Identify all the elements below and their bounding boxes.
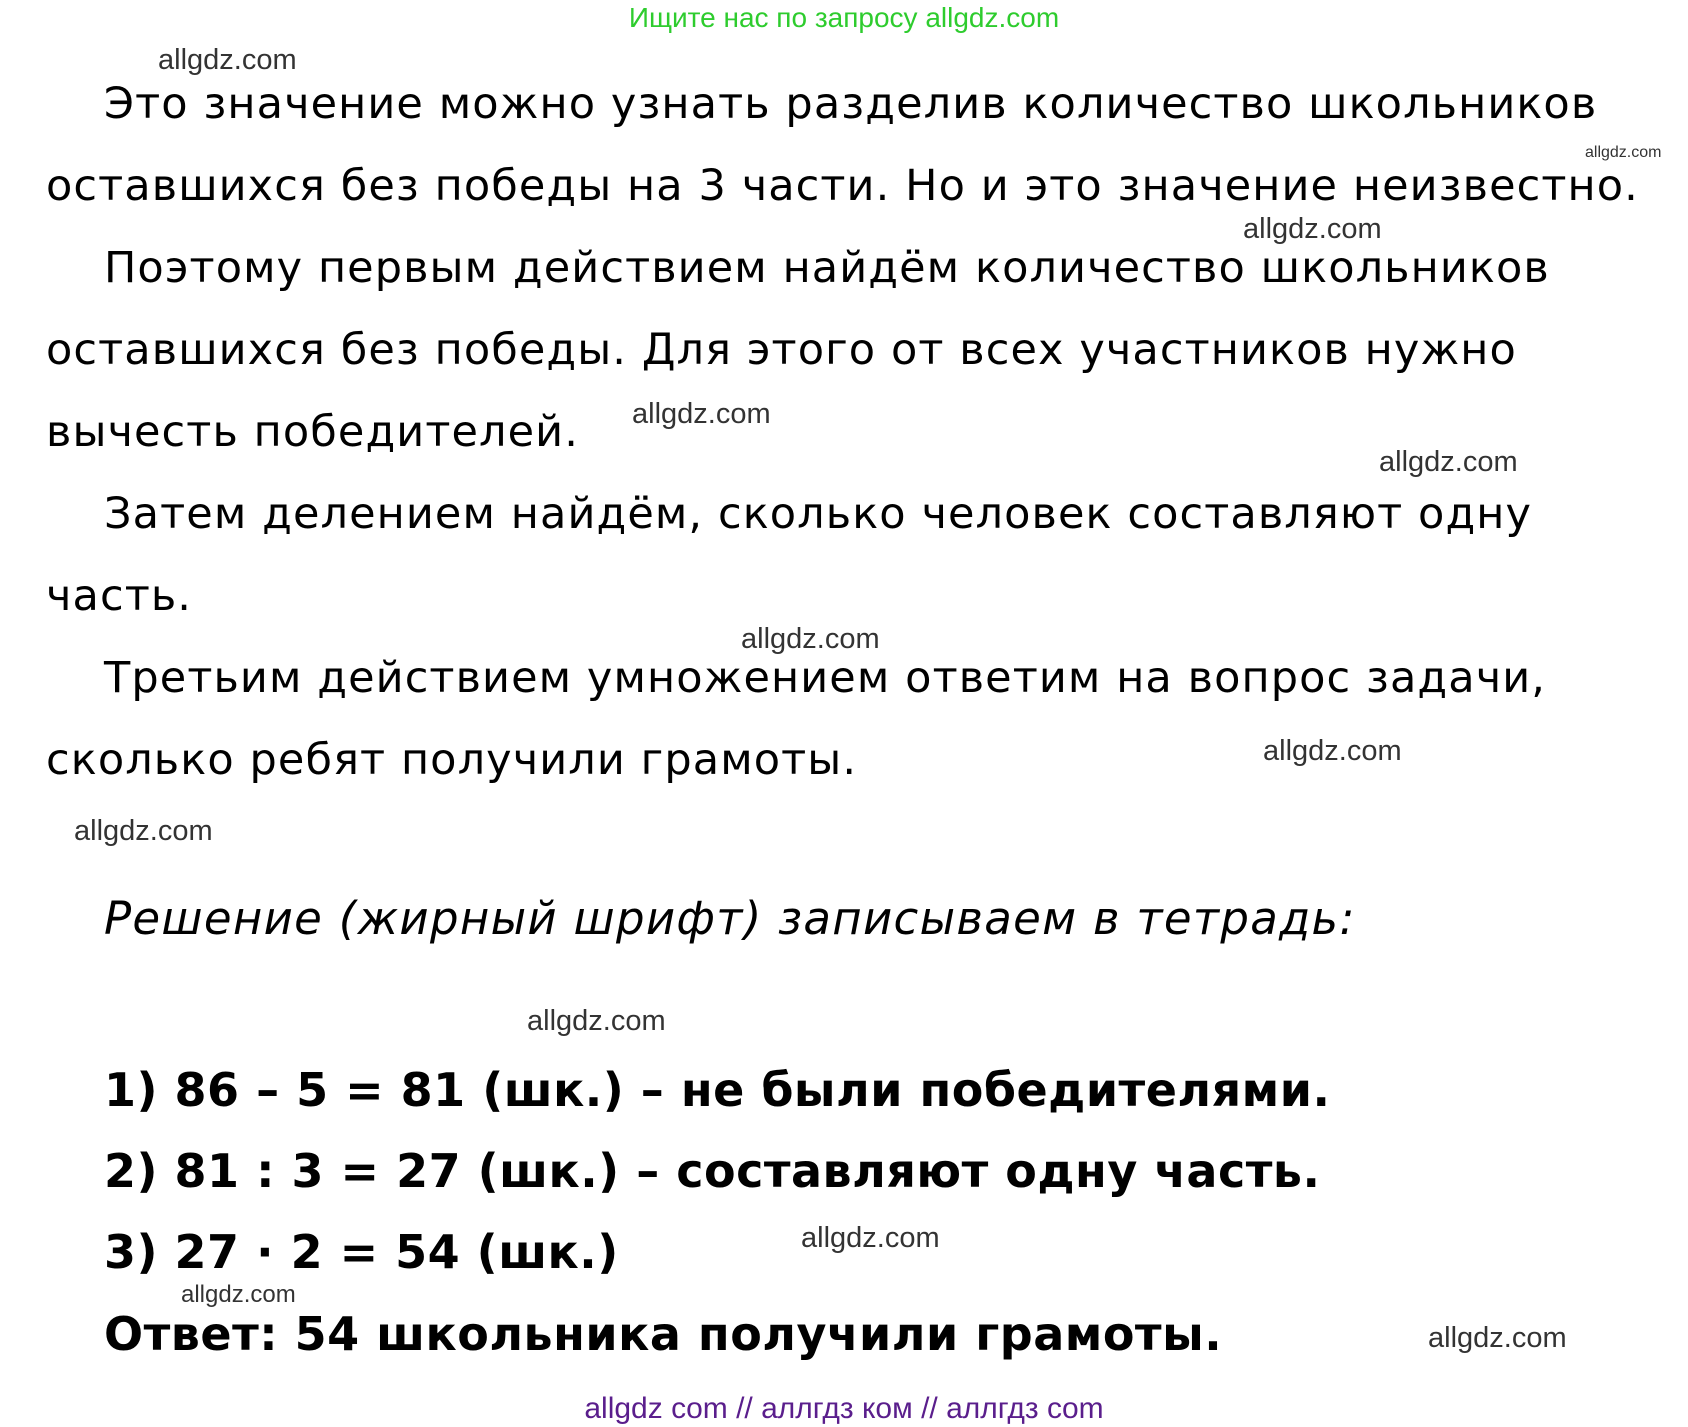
watermark: allgdz.com [1585, 144, 1662, 161]
paragraph-line: Поэтому первым действием найдём количество школьников [104, 243, 1550, 293]
watermark: allgdz.com [632, 398, 771, 430]
watermark: allgdz.com [158, 44, 297, 76]
watermark: allgdz.com [1263, 735, 1402, 767]
watermark: allgdz.com [1428, 1322, 1567, 1354]
paragraph-line: Затем делением найдём, сколько человек составляют одну [104, 489, 1533, 539]
solution-step-1: 1) 86 – 5 = 81 (шк.) – не были победителями. [104, 1063, 1331, 1117]
watermark: allgdz.com [1243, 213, 1382, 245]
watermark: allgdz.com [801, 1222, 940, 1254]
paragraph-line: сколько ребят получили грамоты. [46, 735, 858, 785]
watermark: allgdz.com [741, 623, 880, 655]
paragraph-line: Это значение можно узнать разделив количество школьников [104, 79, 1598, 129]
paragraph-1 [46, 63, 1686, 227]
solution-heading: Решение (жирный шрифт) записываем в тетрадь: [104, 892, 1356, 945]
paragraph-line: часть. [46, 571, 193, 621]
solution-step-2: 2) 81 : 3 = 27 (шк.) – составляют одну часть. [104, 1144, 1321, 1198]
paragraph-line: вычесть победителей. [46, 407, 579, 457]
bottom-banner: allgdz com // аллгдз ком // аллгдз com [584, 1392, 1104, 1425]
paragraph-4 [46, 637, 1686, 801]
paragraph-2 [46, 227, 1686, 473]
watermark: allgdz.com [74, 815, 213, 847]
watermark: allgdz.com [527, 1005, 666, 1037]
watermark: allgdz.com [1379, 446, 1518, 478]
answer-line: Ответ: 54 школьника получили грамоты. [104, 1307, 1223, 1361]
paragraph-line: оставшихся без победы. Для этого от всех участников нужно [46, 325, 1517, 375]
paragraph-line: оставшихся без победы на 3 части. Но и это значение неизвестно. [46, 161, 1639, 211]
solution-step-3: 3) 27 · 2 = 54 (шк.) [104, 1225, 619, 1279]
top-banner: Ищите нас по запросу allgdz.com [628, 2, 1060, 33]
paragraph-line: Третьим действием умножением ответим на вопрос задачи, [104, 653, 1547, 703]
paragraph-3 [46, 473, 1686, 637]
watermark: allgdz.com [181, 1281, 296, 1308]
